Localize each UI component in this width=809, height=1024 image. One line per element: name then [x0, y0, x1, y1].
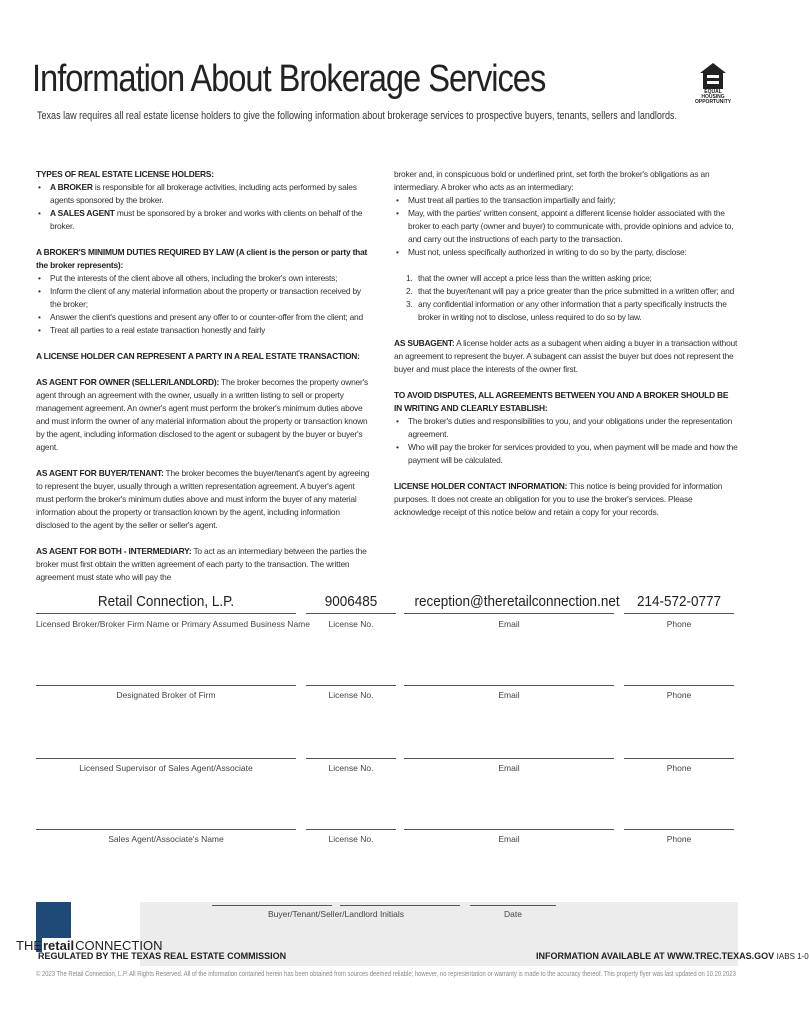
subagent-paragraph: AS SUBAGENT: A license holder acts as a subagent when aiding a buyer in a transaction without an agreement to represent the buyer. A subagent can assist the buyer but does not represent the buyer and must place the interests of the owner first. [394, 338, 738, 374]
page-subtitle: Texas law requires all real estate license holders to give the following information about brokerage services to prospective buyers, tenants, sellers and landlords. [37, 110, 677, 122]
field-label: License No. [328, 763, 374, 773]
email-value[interactable]: reception@theretailconnection.net [414, 593, 620, 610]
field-label: Email [498, 834, 520, 844]
list-item: • A SALES AGENT must be sponsored by a broker and works with clients on behalf of the broker. [50, 207, 374, 233]
email-input[interactable] [404, 829, 614, 830]
licensed-supervisor-input[interactable] [36, 758, 296, 759]
signature-line [306, 613, 396, 614]
list-item: • Put the interests of the client above all others, including the broker's own interests; [50, 272, 374, 285]
copyright-footer: © 2023 The Retail Connection, L.P. All Rights Reserved. All of the information contained herein has been obtained from sources deemed reliable; however, no representation or warranty is made to the accuracy thereof. This property flyer was last updated on 10.20.2023 [36, 971, 736, 978]
initials-label: Buyer/Tenant/Seller/Landlord Initials [267, 909, 405, 919]
list-item: • Must not, unless specifically authorized in writing to do so by the party, disclose: [408, 246, 738, 259]
field-label: Phone [666, 690, 692, 700]
represent-heading: A LICENSE HOLDER CAN REPRESENT A PARTY IN A REAL ESTATE TRANSACTION: [36, 351, 360, 361]
field-label: Licensed Broker/Broker Firm Name or Primary Assumed Business Name [36, 619, 310, 629]
date-input[interactable] [470, 905, 556, 906]
right-column [394, 168, 738, 519]
equal-housing-logo [695, 62, 731, 105]
list-item: • Who will pay the broker for services provided to you, when payment will be made and how the payment will be calculated. [408, 441, 738, 467]
page-title: Information About Brokerage Services [32, 58, 546, 100]
trec-info-text: INFORMATION AVAILABLE AT WWW.TREC.TEXAS.GOV IABS 1-0 [536, 951, 809, 961]
owner-paragraph: AS AGENT FOR OWNER (SELLER/LANDLORD): The broker becomes the property owner's agent through an agreement with the owner, usually in a written listing to sell or property management agreement. An owner's agent must perform the broker's minimum duties above and must inform the owner of any material information about the property or transaction known by the agent, including information disclosed to the agent or subagent by the buyer or buyer's agent. [36, 377, 368, 452]
list-item: 2. that the buyer/tenant will pay a price greater than the price submitted in a written offer; and [406, 286, 735, 296]
broker-firm-name-value[interactable]: Retail Connection, L.P. [97, 593, 235, 610]
field-label: Email [498, 690, 520, 700]
duties-heading: A BROKER'S MINIMUM DUTIES REQUIRED BY LAW (A client is the person or party that the broker represents): [36, 247, 368, 270]
designated-broker-input[interactable] [36, 685, 296, 686]
list-item: • Inform the client of any material information about the property or transaction received by the broker; [50, 285, 374, 311]
field-label: License No. [328, 834, 374, 844]
signature-line [624, 613, 734, 614]
form-id: IABS 1-0 [776, 952, 809, 961]
contact-paragraph: LICENSE HOLDER CONTACT INFORMATION: This notice is being provided for information purposes. It does not create an obligation for you to use the broker's services. Please acknowledge receipt of this notice below and retain a copy for your records. [394, 481, 723, 517]
license-no-input[interactable] [306, 829, 396, 830]
list-item: • A BROKER is responsible for all brokerage activities, including acts performed by sales agents sponsored by the broker. [50, 181, 374, 207]
phone-input[interactable] [624, 758, 734, 759]
field-label: Sales Agent/Associate's Name [108, 834, 224, 844]
field-label: Email [498, 763, 520, 773]
types-heading: TYPES OF REAL ESTATE LICENSE HOLDERS: [36, 169, 214, 179]
phone-input[interactable] [624, 829, 734, 830]
sales-agent-input[interactable] [36, 829, 296, 830]
equal-housing-icon [699, 62, 727, 90]
field-label: Licensed Supervisor of Sales Agent/Associate [79, 763, 253, 773]
phone-value[interactable]: 214-572-0777 [636, 593, 722, 610]
field-label: Phone [666, 619, 692, 629]
list-item: • May, with the parties' written consent, appoint a different license holder associated with the broker to each party (owner and buyer) to communicate with, provide opinions and advice to, and carry out the instructions of each party to the transaction. [408, 207, 738, 246]
signature-line [404, 613, 614, 614]
field-label: Phone [666, 763, 692, 773]
field-label: License No. [328, 690, 374, 700]
list-item: • Treat all parties to a real estate transaction honestly and fairly [50, 324, 374, 337]
list-item: • Answer the client's questions and present any offer to or counter-offer from the client; and [50, 311, 374, 324]
date-label: Date [504, 909, 522, 919]
signature-line [36, 613, 296, 614]
initials-input[interactable] [340, 905, 460, 906]
field-label: Designated Broker of Firm [116, 690, 216, 700]
license-no-value[interactable]: 9006485 [324, 593, 378, 610]
trec-regulated-text: REGULATED BY THE TEXAS REAL ESTATE COMMISSION [38, 951, 287, 961]
list-item: • Must treat all parties to the transaction impartially and fairly; [408, 194, 738, 207]
buyer-paragraph: AS AGENT FOR BUYER/TENANT: The broker becomes the buyer/tenant's agent by agreeing to represent the buyer, usually through a written representation agreement. A buyer's agent must perform the broker's minimum duties above and must inform the buyer of any material information about the property or transaction known by the agent, including information disclosed to the agent by the seller or seller's agent. [36, 468, 370, 530]
email-input[interactable] [404, 758, 614, 759]
equal-housing-label: EQUAL HOUSING OPPORTUNITY [695, 89, 732, 105]
left-column [36, 168, 374, 584]
list-item: • The broker's duties and responsibilities to you, and your obligations under the representation agreement. [408, 415, 738, 441]
license-no-input[interactable] [306, 758, 396, 759]
intermediary-continued: broker and, in conspicuous bold or underlined print, set forth the broker's obligations as an intermediary. A broker who acts as an intermediary: [394, 169, 710, 192]
list-item: 3. any confidential information or any other information that a party specifically instructs the broker in writing not to disclose, unless required to do so by law. [406, 299, 727, 322]
initials-input[interactable] [212, 905, 332, 906]
field-label: Email [498, 619, 520, 629]
license-no-input[interactable] [306, 685, 396, 686]
intermediary-paragraph: AS AGENT FOR BOTH - INTERMEDIARY: To act as an intermediary between the parties the broker must first obtain the written agreement of each party to the transaction. The written agreement must state who will pay the [36, 546, 367, 582]
list-item: 1. that the owner will accept a price less than the written asking price; [406, 273, 652, 283]
phone-input[interactable] [624, 685, 734, 686]
field-label: License No. [328, 619, 374, 629]
retail-connection-logo: THEretailCONNECTION [16, 938, 163, 953]
avoid-disputes-heading: TO AVOID DISPUTES, ALL AGREEMENTS BETWEEN YOU AND A BROKER SHOULD BE IN WRITING AND CLEARLY ESTABLISH: [394, 390, 729, 413]
email-input[interactable] [404, 685, 614, 686]
field-label: Phone [666, 834, 692, 844]
